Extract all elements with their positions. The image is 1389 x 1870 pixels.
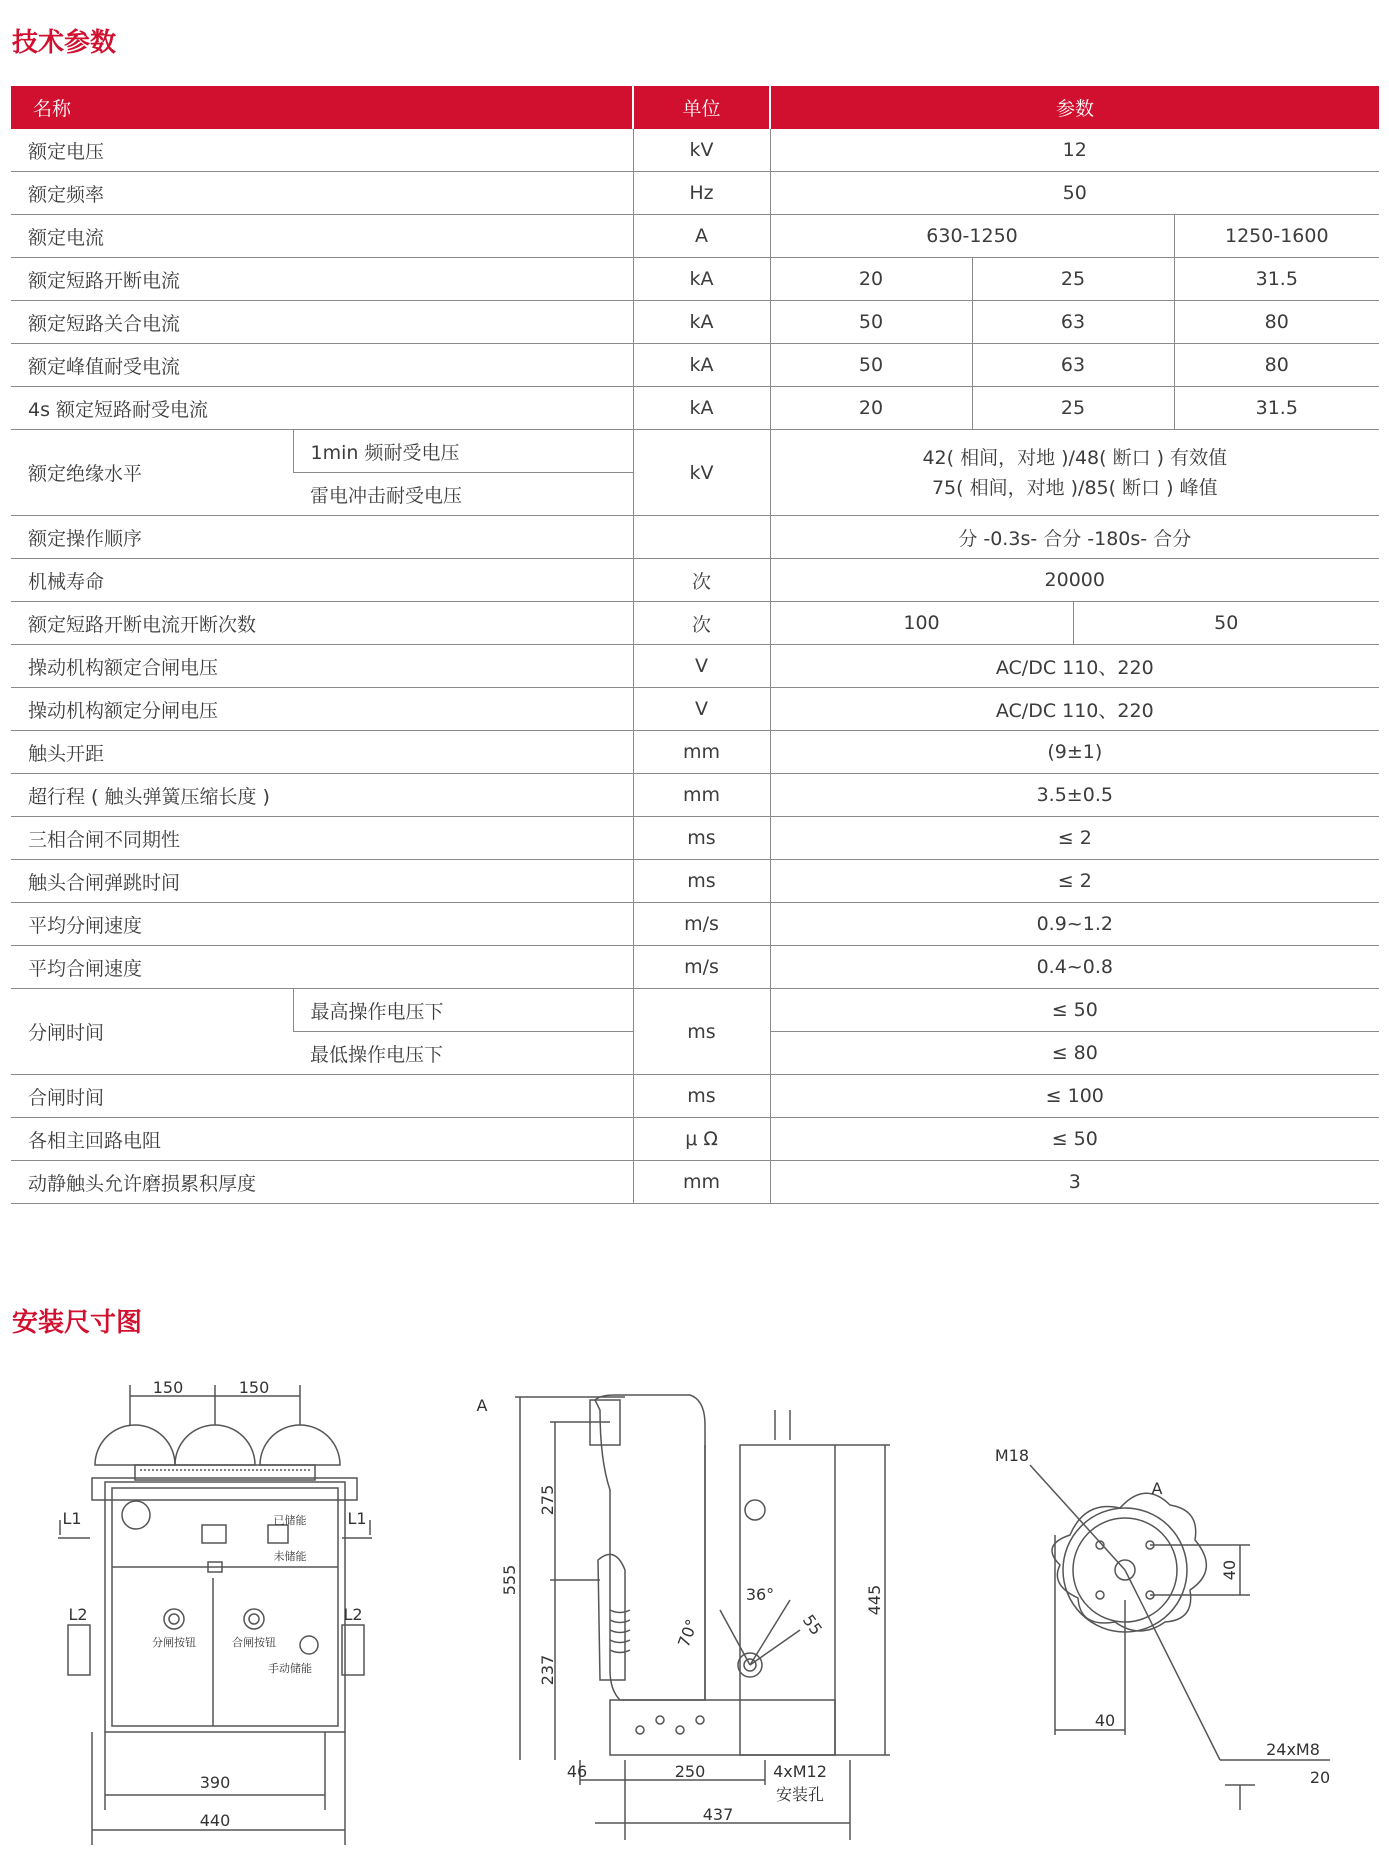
row-name: 平均合闸速度 — [11, 946, 633, 989]
row-value: 80 — [1174, 344, 1379, 387]
row-unit: m/s — [633, 903, 770, 946]
table-row — [11, 688, 1379, 731]
row-value: ≤ 50 — [770, 989, 1379, 1032]
table-row — [11, 645, 1379, 688]
row-value: 63 — [972, 344, 1174, 387]
row-unit: mm — [633, 731, 770, 774]
dim-237: 237 — [538, 1654, 557, 1686]
row-subname: 最高操作电压下 — [293, 989, 633, 1032]
label-manual-charge: 手动储能 — [268, 1662, 312, 1675]
table-row — [11, 989, 1379, 1032]
table-row — [11, 387, 1379, 430]
row-name: 额定电流 — [11, 215, 633, 258]
row-unit: ms — [633, 1075, 770, 1118]
label-stored: 已储能 — [273, 1514, 307, 1527]
dim-440: 440 — [199, 1811, 231, 1830]
label-a-side: A — [476, 1396, 488, 1415]
row-name: 额定电压 — [11, 129, 633, 172]
dim-40-horizontal: 40 — [1094, 1711, 1116, 1730]
row-unit: kA — [633, 301, 770, 344]
value-line: 75( 相间，对地 )/85( 断口 ) 峰值 — [931, 476, 1218, 499]
row-value: ≤ 80 — [770, 1032, 1379, 1075]
table-row — [11, 774, 1379, 817]
row-name: 三相合闸不同期性 — [11, 817, 633, 860]
header-param: 参数 — [770, 86, 1379, 129]
row-unit: A — [633, 215, 770, 258]
row-name: 超行程 ( 触头弹簧压缩长度 ) — [11, 774, 633, 817]
label-mount-hole: 安装孔 — [775, 1785, 825, 1804]
row-value: ≤ 50 — [770, 1118, 1379, 1161]
row-value: 31.5 — [1174, 387, 1379, 430]
row-name: 4s 额定短路耐受电流 — [11, 387, 633, 430]
row-name: 机械寿命 — [11, 559, 633, 602]
label-24xm8: 24xM8 — [1266, 1740, 1320, 1759]
dim-555: 555 — [500, 1564, 519, 1596]
table-row — [11, 860, 1379, 903]
row-unit: V — [633, 688, 770, 731]
row-value: 100 — [770, 602, 1073, 645]
header-name: 名称 — [11, 86, 633, 129]
row-value: 20 — [770, 387, 972, 430]
row-value: 0.4~0.8 — [770, 946, 1379, 989]
row-value: 80 — [1174, 301, 1379, 344]
row-name: 额定短路开断电流开断次数 — [11, 602, 633, 645]
row-value: 50 — [1073, 602, 1379, 645]
row-unit: mm — [633, 774, 770, 817]
row-value: ≤ 100 — [770, 1075, 1379, 1118]
row-value: 3 — [770, 1161, 1379, 1204]
table-row — [11, 946, 1379, 989]
row-unit: ms — [633, 817, 770, 860]
row-unit: kV — [633, 430, 770, 516]
row-value: ≤ 2 — [770, 817, 1379, 860]
row-value: 12 — [770, 129, 1379, 172]
row-value: 50 — [770, 172, 1379, 215]
row-unit: 次 — [633, 559, 770, 602]
dim-40-vertical: 40 — [1220, 1559, 1239, 1581]
dim-150-left: 150 — [152, 1378, 184, 1397]
row-unit: mm — [633, 1161, 770, 1204]
angle-36: 36° — [745, 1585, 775, 1604]
dim-150-right: 150 — [238, 1378, 270, 1397]
label-close-button: 合闸按钮 — [232, 1636, 276, 1649]
row-unit: kV — [633, 129, 770, 172]
dim-l1-right: L1 — [347, 1509, 367, 1528]
dim-l1-left: L1 — [62, 1509, 82, 1528]
row-name: 额定频率 — [11, 172, 633, 215]
row-name: 分闸时间 — [11, 989, 293, 1075]
row-value: 0.9~1.2 — [770, 903, 1379, 946]
label-bolt: 4xM12 — [773, 1762, 827, 1781]
row-unit: m/s — [633, 946, 770, 989]
row-name: 触头开距 — [11, 731, 633, 774]
spec-section-title: 技术参数 — [12, 28, 117, 58]
dim-20: 20 — [1309, 1768, 1331, 1787]
row-name: 操动机构额定分闸电压 — [11, 688, 633, 731]
row-unit: 次 — [633, 602, 770, 645]
table-row — [11, 258, 1379, 301]
dim-250: 250 — [674, 1762, 706, 1781]
table-row — [11, 301, 1379, 344]
row-unit: μ Ω — [633, 1118, 770, 1161]
row-name: 操动机构额定合闸电压 — [11, 645, 633, 688]
table-row — [11, 129, 1379, 172]
row-unit — [633, 516, 770, 559]
row-unit: kA — [633, 258, 770, 301]
row-value: 31.5 — [1174, 258, 1379, 301]
dim-l2-left: L2 — [68, 1605, 88, 1624]
table-row — [11, 817, 1379, 860]
dim-390: 390 — [199, 1773, 231, 1792]
table-row — [11, 1161, 1379, 1204]
row-value: 25 — [972, 258, 1174, 301]
table-row — [11, 903, 1379, 946]
dim-l2-right: L2 — [343, 1605, 363, 1624]
row-value: 50 — [770, 344, 972, 387]
row-subname: 雷电冲击耐受电压 — [293, 473, 633, 516]
dim-445: 445 — [865, 1584, 884, 1616]
row-name: 动静触头允许磨损累积厚度 — [11, 1161, 633, 1204]
row-value: (9±1) — [770, 731, 1379, 774]
label-m18: M18 — [994, 1446, 1030, 1465]
row-name: 额定短路开断电流 — [11, 258, 633, 301]
table-row — [11, 602, 1379, 645]
row-value: 20000 — [770, 559, 1379, 602]
table-row — [11, 731, 1379, 774]
row-value: 20 — [770, 258, 972, 301]
row-value: 3.5±0.5 — [770, 774, 1379, 817]
row-value: 63 — [972, 301, 1174, 344]
angle-55: 55 — [798, 1611, 827, 1639]
row-unit: V — [633, 645, 770, 688]
row-name: 额定操作顺序 — [11, 516, 633, 559]
table-row — [11, 172, 1379, 215]
dim-275: 275 — [538, 1484, 557, 1516]
spec-table — [11, 86, 1379, 1204]
installation-drawings — [0, 1370, 1389, 1870]
row-value: 50 — [770, 301, 972, 344]
row-value: 1250-1600 — [1174, 215, 1379, 258]
row-name: 触头合闸弹跳时间 — [11, 860, 633, 903]
row-unit: ms — [633, 860, 770, 903]
table-row — [11, 1075, 1379, 1118]
row-name: 各相主回路电阻 — [11, 1118, 633, 1161]
row-name: 平均分闸速度 — [11, 903, 633, 946]
label-not-stored: 未储能 — [273, 1550, 307, 1563]
row-unit: ms — [633, 989, 770, 1075]
table-row — [11, 215, 1379, 258]
row-unit: kA — [633, 344, 770, 387]
table-row — [11, 559, 1379, 602]
row-name: 额定绝缘水平 — [11, 430, 293, 516]
label-a-detail: A — [1151, 1479, 1163, 1498]
row-subname: 1min 频耐受电压 — [293, 430, 633, 473]
row-name: 额定短路关合电流 — [11, 301, 633, 344]
row-subname: 最低操作电压下 — [293, 1032, 633, 1075]
install-section-title: 安装尺寸图 — [12, 1308, 143, 1338]
row-value: ≤ 2 — [770, 860, 1379, 903]
row-value: 分 -0.3s- 合分 -180s- 合分 — [770, 516, 1379, 559]
dim-437: 437 — [702, 1805, 734, 1824]
table-row — [11, 516, 1379, 559]
row-name: 合闸时间 — [11, 1075, 633, 1118]
label-open-button: 分闸按钮 — [152, 1636, 196, 1649]
row-value: 25 — [972, 387, 1174, 430]
table-row — [11, 344, 1379, 387]
table-row — [11, 1118, 1379, 1161]
table-row — [11, 430, 1379, 473]
row-unit: Hz — [633, 172, 770, 215]
row-value: 630-1250 — [770, 215, 1174, 258]
row-unit: kA — [633, 387, 770, 430]
table-header — [11, 86, 1379, 129]
row-value: AC/DC 110、220 — [770, 688, 1379, 731]
row-value: AC/DC 110、220 — [770, 645, 1379, 688]
row-name: 额定峰值耐受电流 — [11, 344, 633, 387]
row-value — [770, 430, 1379, 516]
value-line: 42( 相间，对地 )/48( 断口 ) 有效值 — [922, 446, 1228, 469]
header-unit: 单位 — [633, 86, 770, 129]
dim-46: 46 — [566, 1762, 588, 1781]
angle-70: 70° — [674, 1616, 702, 1650]
